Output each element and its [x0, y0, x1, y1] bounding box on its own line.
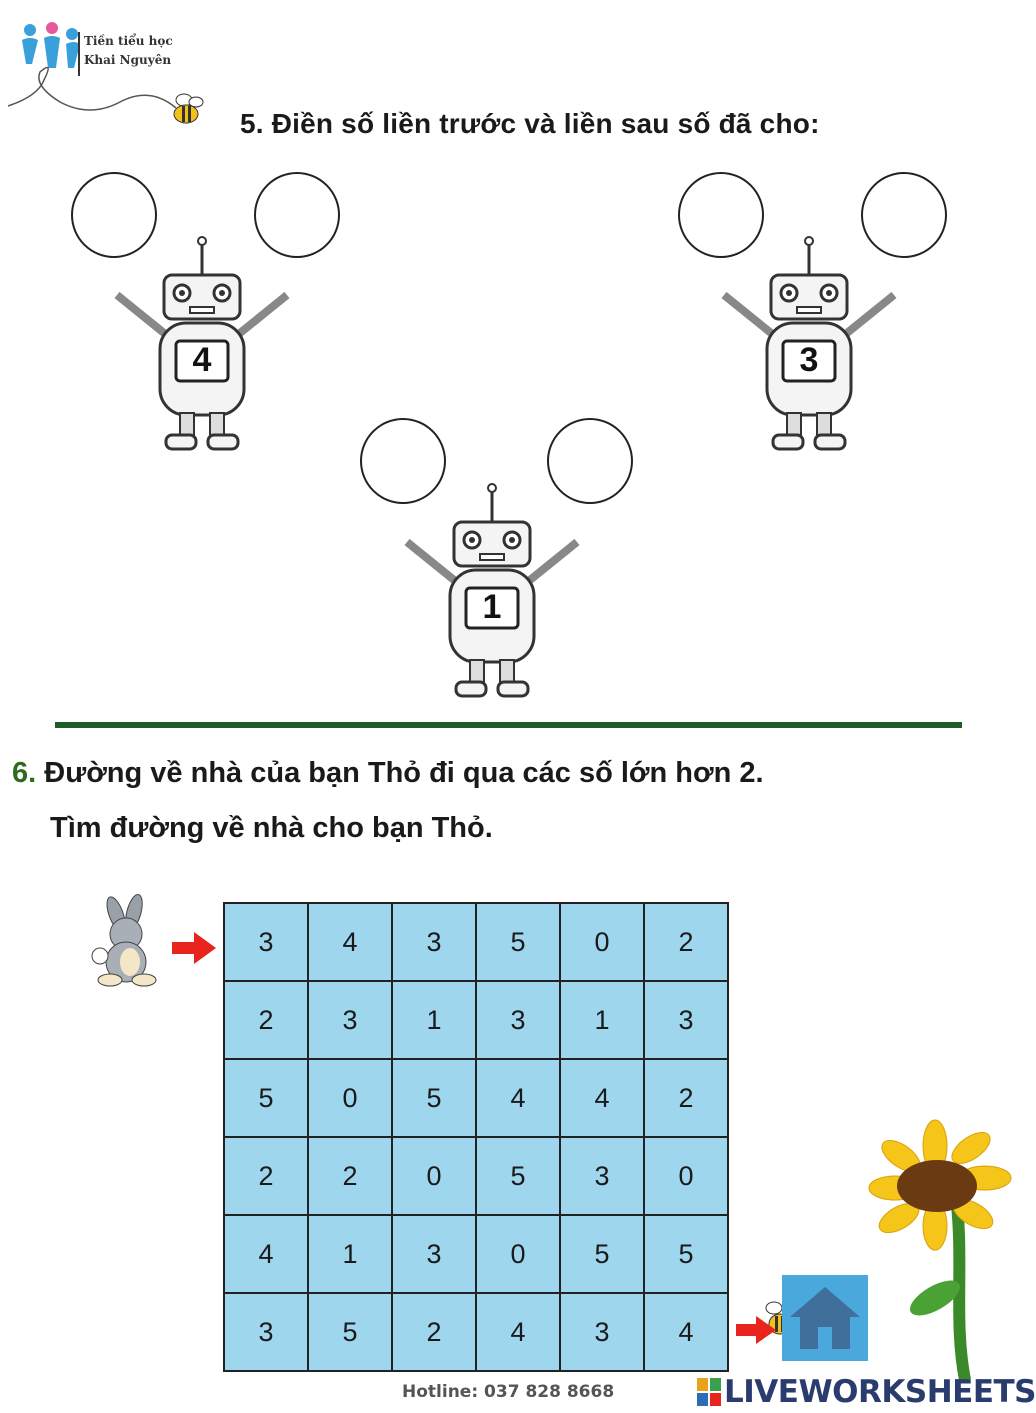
- maze-cell[interactable]: 0: [392, 1137, 476, 1215]
- maze-cell[interactable]: 3: [308, 981, 392, 1059]
- maze-cell[interactable]: 4: [308, 903, 392, 981]
- bee-icon: [166, 92, 206, 132]
- table-row: [224, 1137, 728, 1215]
- table-row: [224, 981, 728, 1059]
- maze-cell[interactable]: 2: [392, 1293, 476, 1371]
- maze-cell[interactable]: 2: [644, 1059, 728, 1137]
- section-6-title: [12, 757, 764, 790]
- maze-cell[interactable]: 3: [644, 981, 728, 1059]
- table-row: [224, 1059, 728, 1137]
- maze-cell[interactable]: 3: [392, 1215, 476, 1293]
- maze-cell[interactable]: 1: [560, 981, 644, 1059]
- maze-cell[interactable]: 3: [476, 981, 560, 1059]
- maze-cell[interactable]: 3: [392, 903, 476, 981]
- maze-cell[interactable]: 5: [644, 1215, 728, 1293]
- maze-cell[interactable]: 5: [476, 903, 560, 981]
- table-row: [224, 1293, 728, 1371]
- rabbit-icon: [86, 896, 166, 992]
- maze-cell[interactable]: 0: [560, 903, 644, 981]
- house-goal: [782, 1275, 868, 1361]
- maze-cell[interactable]: 1: [308, 1215, 392, 1293]
- number-maze-grid: [223, 902, 729, 1372]
- logo-line-2: Khai Nguyên: [84, 53, 172, 67]
- maze-cell[interactable]: 0: [476, 1215, 560, 1293]
- arrow-right-icon: [736, 1316, 776, 1344]
- table-row: [224, 903, 728, 981]
- maze-cell[interactable]: 1: [392, 981, 476, 1059]
- logo-line-1: Tiền tiểu học: [84, 34, 173, 48]
- section-5-title: 5. Điền số liền trước và liền sau số đã cho:: [240, 108, 820, 139]
- maze-cell[interactable]: 0: [308, 1059, 392, 1137]
- maze-cell[interactable]: 3: [560, 1137, 644, 1215]
- maze-cell[interactable]: 2: [644, 903, 728, 981]
- maze-cell[interactable]: 2: [224, 981, 308, 1059]
- maze-cell[interactable]: 4: [224, 1215, 308, 1293]
- robot-3: [709, 235, 909, 415]
- robot-number: 1: [482, 588, 502, 626]
- hotline-text: Hotline: 037 828 8668: [402, 1382, 615, 1402]
- table-row: [224, 1215, 728, 1293]
- robot-1: [392, 482, 592, 662]
- liveworksheets-brand[interactable]: LIVEWORKSHEETS: [724, 1374, 1036, 1410]
- maze-cell[interactable]: 4: [560, 1059, 644, 1137]
- section-divider: [55, 722, 962, 728]
- maze-cell[interactable]: 3: [224, 1293, 308, 1371]
- robot-4: [102, 235, 302, 415]
- maze-cell[interactable]: 5: [476, 1137, 560, 1215]
- arrow-right-icon: [172, 932, 216, 964]
- maze-cell[interactable]: 5: [560, 1215, 644, 1293]
- maze-cell[interactable]: 2: [224, 1137, 308, 1215]
- maze-cell[interactable]: 2: [308, 1137, 392, 1215]
- maze-cell[interactable]: 5: [224, 1059, 308, 1137]
- maze-cell[interactable]: 4: [644, 1293, 728, 1371]
- maze-cell[interactable]: 3: [560, 1293, 644, 1371]
- house-icon: [782, 1275, 868, 1361]
- maze-cell[interactable]: 5: [308, 1293, 392, 1371]
- maze-cell[interactable]: 5: [392, 1059, 476, 1137]
- robot-number: 4: [192, 341, 212, 379]
- maze-cell[interactable]: 4: [476, 1059, 560, 1137]
- maze-cell[interactable]: 0: [644, 1137, 728, 1215]
- section-6-subtitle: Tìm đường về nhà cho bạn Thỏ.: [50, 812, 493, 844]
- robot-number: 3: [799, 341, 819, 379]
- section-6-number: 6.: [12, 757, 37, 789]
- section-6-title-text: Đường về nhà của bạn Thỏ đi qua các số lớn hơn 2.: [44, 757, 764, 789]
- liveworksheets-logo-icon: [697, 1378, 721, 1406]
- maze-cell[interactable]: 4: [476, 1293, 560, 1371]
- maze-cell[interactable]: 3: [224, 903, 308, 981]
